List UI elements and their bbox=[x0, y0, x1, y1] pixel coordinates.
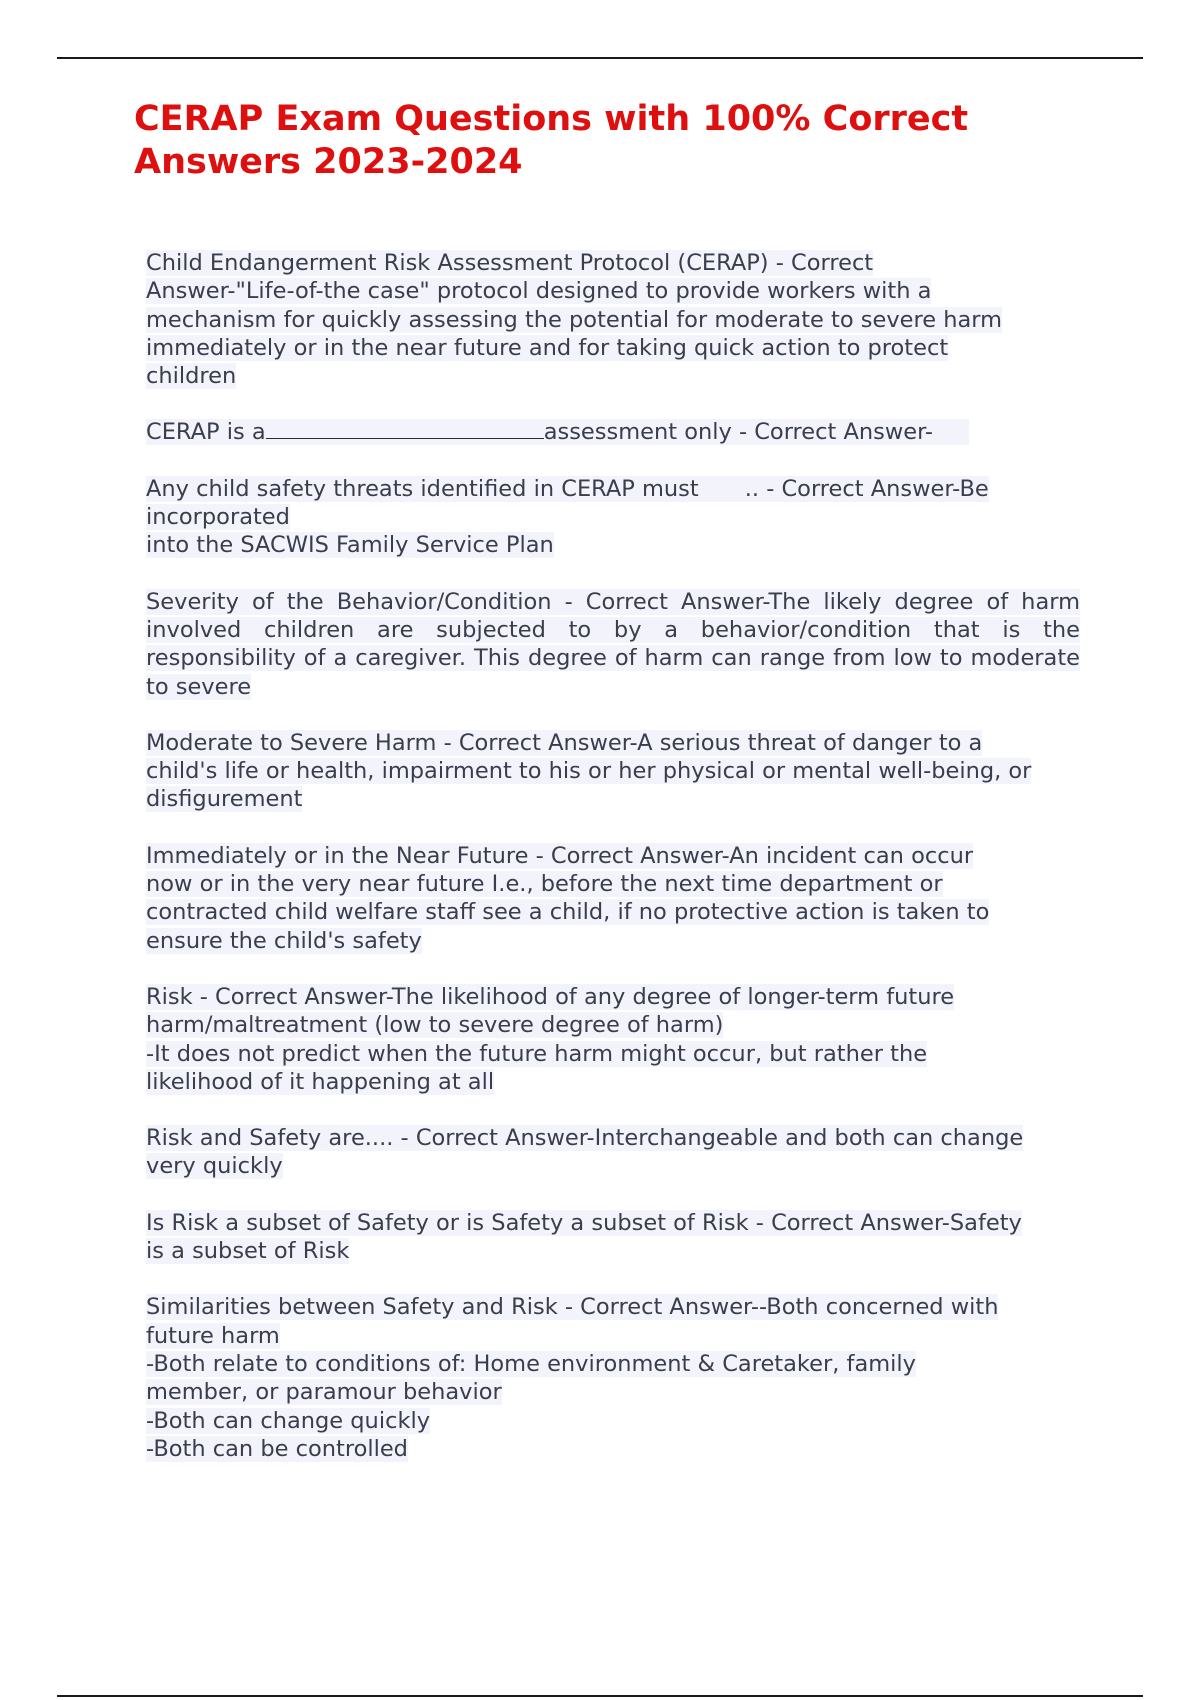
qa-item-immediately bbox=[146, 842, 1101, 955]
text-line: Risk - Correct Answer-The likelihood of any degree of longer-term future bbox=[146, 983, 955, 1010]
text-line: disfigurement bbox=[146, 786, 303, 813]
text-line: Child Endangerment Risk Assessment Protocol (CERAP) - Correct bbox=[146, 250, 874, 276]
question-text-continued: assessment only - Correct Answer- bbox=[543, 419, 934, 446]
answer-blank bbox=[266, 418, 544, 439]
text-line: future harm bbox=[146, 1322, 280, 1349]
text-line: Is Risk a subset of Safety or is Safety a subset of Risk - Correct Answer-Safety bbox=[146, 1209, 1022, 1236]
top-rule bbox=[57, 57, 1143, 59]
text-line: children bbox=[146, 363, 237, 390]
qa-item-subset bbox=[146, 1209, 1101, 1266]
text-line: harm/maltreatment (low to severe degree of harm) bbox=[146, 1012, 724, 1039]
answer-text: .. - Correct Answer-Be bbox=[744, 475, 989, 502]
document-title: CERAP Exam Questions with 100% Correct Answers 2023-2024 bbox=[134, 99, 969, 182]
qa-item-severity bbox=[146, 588, 1080, 701]
question-text: Any child safety threats identified in CERAP must bbox=[146, 475, 699, 502]
text-line: into the SACWIS Family Service Plan bbox=[146, 532, 554, 559]
qa-item-cerap-definition bbox=[146, 249, 1101, 390]
text-line: is a subset of Risk bbox=[146, 1238, 350, 1265]
text-line: child's life or health, impairment to his or her physical or mental well-being, or bbox=[146, 758, 1032, 785]
text-line: Immediately or in the Near Future - Correct Answer-An incident can occur bbox=[146, 842, 974, 869]
text-line: -It does not predict when the future harm might occur, but rather the bbox=[146, 1040, 928, 1067]
question-text: CERAP is a bbox=[146, 419, 266, 446]
justified-paragraph: Severity of the Behavior/Condition - Correct Answer-The likely degree of harm involved children are subjected to by a behavior/condition that is the responsibility of a caregiver. This degree of harm can range from low to moderate to severe bbox=[146, 588, 1080, 700]
text-line: likelihood of it happening at all bbox=[146, 1068, 495, 1095]
text-line: immediately or in the near future and for taking quick action to protect bbox=[146, 334, 949, 361]
qa-item-cerap-assessment bbox=[146, 418, 1101, 446]
text-line: member, or paramour behavior bbox=[146, 1379, 502, 1406]
qa-item-risk bbox=[146, 983, 1101, 1096]
text-line: now or in the very near future I.e., before the next time department or bbox=[146, 871, 943, 898]
text-line: incorporated bbox=[146, 504, 290, 531]
text-line: Similarities between Safety and Risk - Correct Answer--Both concerned with bbox=[146, 1294, 999, 1321]
qa-item-safety-threats bbox=[146, 475, 1101, 560]
text-line bbox=[146, 476, 989, 502]
text-line: Moderate to Severe Harm - Correct Answer-A serious threat of danger to a bbox=[146, 729, 983, 756]
bottom-rule bbox=[57, 1695, 1143, 1697]
text-line: Risk and Safety are.... - Correct Answer-Interchangeable and both can change bbox=[146, 1125, 1024, 1152]
text-line: mechanism for quickly assessing the potential for moderate to severe harm bbox=[146, 306, 1003, 333]
text-line bbox=[146, 419, 969, 445]
document-body bbox=[146, 249, 1101, 1491]
text-line: -Both can change quickly bbox=[146, 1407, 431, 1434]
qa-item-moderate-severe-harm bbox=[146, 729, 1101, 814]
text-line: ensure the child's safety bbox=[146, 927, 422, 954]
qa-item-similarities bbox=[146, 1293, 1101, 1463]
text-line: -Both relate to conditions of: Home environment & Caretaker, family bbox=[146, 1350, 916, 1377]
text-line: Answer-"Life-of-the case" protocol designed to provide workers with a bbox=[146, 278, 932, 305]
text-line: contracted child welfare staff see a child, if no protective action is taken to bbox=[146, 899, 990, 926]
text-line: -Both can be controlled bbox=[146, 1435, 408, 1462]
qa-item-risk-and-safety bbox=[146, 1124, 1101, 1181]
text-line: very quickly bbox=[146, 1153, 283, 1180]
